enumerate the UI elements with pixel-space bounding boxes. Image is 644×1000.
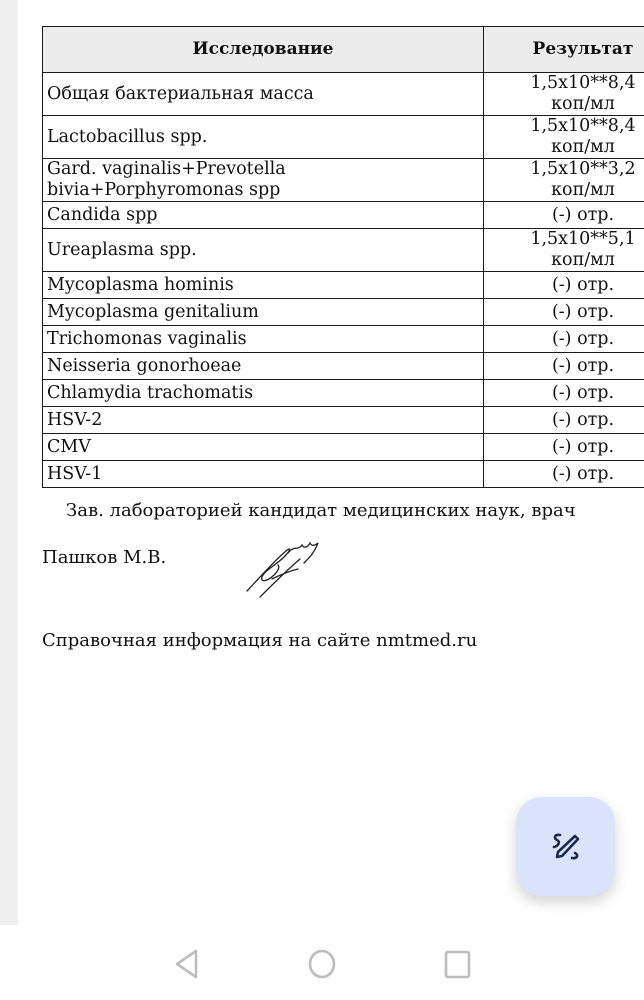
result-cell: (-) отр.	[484, 380, 644, 407]
study-cell: CMV	[43, 434, 484, 461]
table-row	[43, 380, 644, 407]
draw-fab-button[interactable]	[516, 797, 615, 896]
table-row	[43, 326, 644, 353]
result-cell	[484, 229, 644, 272]
table-row	[43, 353, 644, 380]
result-cell: (-) отр.	[484, 202, 644, 229]
recents-square-icon	[442, 948, 474, 980]
table-header-row	[43, 27, 644, 73]
result-value: 1,5x10**5,1	[530, 229, 636, 249]
result-value: 1,5x10**8,4	[530, 116, 636, 136]
study-cell: Общая бактериальная масса	[43, 73, 484, 116]
table-row	[43, 272, 644, 299]
table-row	[43, 229, 644, 272]
header-study: Исследование	[43, 27, 484, 73]
result-unit: коп/мл	[551, 94, 615, 114]
draw-pen-icon	[548, 829, 584, 865]
result-unit: коп/мл	[551, 250, 615, 270]
study-name-line2: bivia+Porphyromonas spp	[47, 180, 281, 200]
result-unit: коп/мл	[551, 137, 615, 157]
table-row	[43, 73, 644, 116]
results-table	[42, 26, 644, 488]
study-cell: HSV-2	[43, 407, 484, 434]
signer-name: Пашков М.В.	[42, 547, 167, 568]
result-cell: (-) отр.	[484, 434, 644, 461]
result-cell: (-) отр.	[484, 272, 644, 299]
study-cell: Mycoplasma hominis	[43, 272, 484, 299]
result-cell: (-) отр.	[484, 461, 644, 488]
table-row	[43, 159, 644, 202]
reference-info-text: Справочная информация на сайте nmtmed.ru	[42, 630, 478, 651]
study-cell: Chlamydia trachomatis	[43, 380, 484, 407]
table-row	[43, 116, 644, 159]
result-unit: коп/мл	[551, 180, 615, 200]
result-cell: (-) отр.	[484, 407, 644, 434]
study-name-line1: Gard. vaginalis+Prevotella	[47, 159, 286, 179]
back-button[interactable]	[170, 947, 204, 981]
table-row	[43, 202, 644, 229]
study-cell	[43, 159, 484, 202]
study-cell: Mycoplasma genitalium	[43, 299, 484, 326]
result-cell: (-) отр.	[484, 353, 644, 380]
table-row	[43, 434, 644, 461]
study-cell: Ureaplasma spp.	[43, 229, 484, 272]
result-value: 1,5x10**3,2	[530, 159, 636, 179]
left-page-margin	[0, 0, 18, 925]
study-cell: Trichomonas vaginalis	[43, 326, 484, 353]
table-row	[43, 461, 644, 488]
home-circle-icon	[306, 948, 338, 980]
table-row	[43, 407, 644, 434]
study-cell: Candida spp	[43, 202, 484, 229]
result-cell	[484, 116, 644, 159]
study-cell: Lactobacillus spp.	[43, 116, 484, 159]
result-cell: (-) отр.	[484, 299, 644, 326]
android-navigation-bar	[0, 925, 644, 1000]
result-value: 1,5x10**8,4	[530, 73, 636, 93]
home-button[interactable]	[305, 947, 339, 981]
result-cell: (-) отр.	[484, 326, 644, 353]
study-cell: HSV-1	[43, 461, 484, 488]
study-cell: Neisseria gonorhoeae	[43, 353, 484, 380]
header-result: Результат	[484, 27, 644, 73]
recents-button[interactable]	[441, 947, 475, 981]
head-of-lab-text: Зав. лабораторией кандидат медицинских наук, врач	[66, 500, 576, 521]
result-cell	[484, 159, 644, 202]
table-row	[43, 299, 644, 326]
result-cell	[484, 73, 644, 116]
signature-image	[244, 541, 339, 605]
back-triangle-icon	[172, 948, 202, 980]
